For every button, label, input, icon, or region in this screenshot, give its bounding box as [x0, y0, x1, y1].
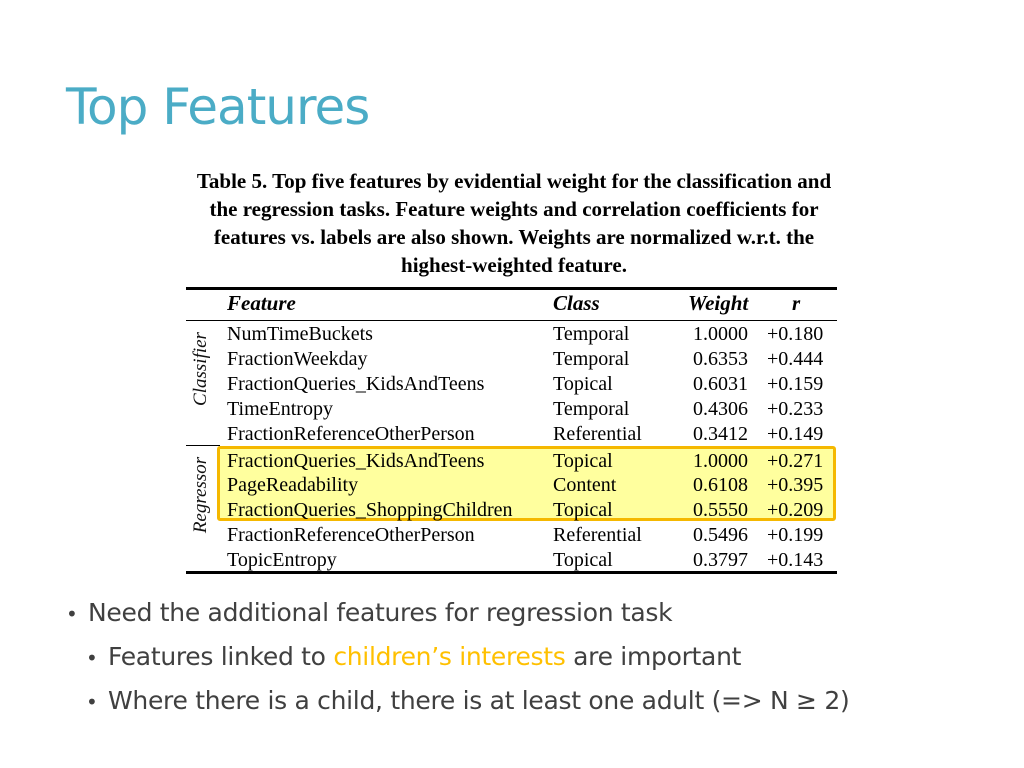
table-cell-feature: FractionWeekday — [227, 347, 368, 370]
table-cell-class: Temporal — [553, 323, 630, 345]
group-label-classifier: Classifier — [190, 332, 211, 406]
table-top-rule — [186, 287, 837, 290]
bullet-text-prefix: Features linked to — [108, 642, 334, 671]
table-cell-weight: 0.4306 — [693, 397, 748, 420]
table-cell-weight: 0.3797 — [693, 549, 748, 572]
table-cell-class: Temporal — [553, 397, 630, 420]
header-r: r — [792, 291, 801, 315]
bullet-item — [66, 598, 672, 627]
table-cell-feature: TimeEntropy — [227, 397, 333, 420]
table-header-rule — [186, 320, 837, 321]
header-weight: Weight — [688, 291, 749, 315]
table-cell-r: +0.444 — [767, 347, 824, 370]
table-cell-feature: FractionQueries_KidsAndTeens — [227, 372, 485, 395]
table-cell-r: +0.180 — [767, 323, 824, 345]
features-table — [186, 286, 837, 576]
table-cell-class: Topical — [553, 499, 613, 522]
table-cell-weight: 1.0000 — [693, 323, 748, 345]
table-caption: Table 5. Top five features by evidential weight for the classification and the regression tasks. Feature weights and correlation coefficients for features vs. labels are also shown. Weights are normalized w.r.t. the highest-weighted feature. — [196, 169, 832, 277]
header-feature: Feature — [227, 291, 296, 315]
bullet-text-accent: children’s interests — [333, 642, 566, 671]
table-cell-weight: 0.6031 — [693, 372, 748, 395]
table-cell-class: Topical — [553, 372, 613, 395]
table-cell-r: +0.143 — [767, 549, 824, 572]
bullet-dot-icon: • — [86, 690, 98, 714]
table-cell-feature: FractionQueries_KidsAndTeens — [227, 449, 485, 472]
table-cell-r: +0.395 — [767, 474, 824, 497]
table-cell-feature: FractionQueries_ShoppingChildren — [227, 499, 513, 522]
table-cell-class: Topical — [553, 449, 613, 472]
table-cell-weight: 0.6108 — [693, 474, 748, 497]
table-cell-r: +0.149 — [767, 422, 824, 445]
table-cell-weight: 0.5496 — [693, 524, 748, 547]
table-cell-weight: 1.0000 — [693, 449, 748, 472]
table-cell-r: +0.159 — [767, 372, 824, 395]
table-cell-r: +0.271 — [767, 449, 824, 472]
bullet-dot-icon: • — [86, 646, 98, 670]
table-cell-feature: NumTimeBuckets — [227, 323, 373, 345]
table-cell-r: +0.199 — [767, 524, 824, 547]
table-cell-class: Content — [553, 474, 617, 497]
table-cell-feature: FractionReferenceOtherPerson — [227, 422, 475, 445]
table-cell-weight: 0.6353 — [693, 347, 748, 370]
table-cell-r: +0.233 — [767, 397, 824, 420]
header-class: Class — [553, 291, 600, 315]
bullet-text: Where there is a child, there is at least one adult (=> N ≥ 2) — [108, 686, 850, 715]
table-cell-class: Topical — [553, 549, 613, 572]
slide-title: Top Features — [66, 78, 370, 136]
bullet-text: Need the additional features for regression task — [88, 598, 673, 627]
table-cell-weight: 0.5550 — [693, 499, 748, 522]
bullet-dot-icon: • — [66, 602, 78, 626]
table-cell-r: +0.209 — [767, 499, 824, 522]
bullet-text-suffix: are important — [565, 642, 742, 671]
table-cell-class: Temporal — [553, 347, 630, 370]
bullet-item — [86, 686, 849, 715]
table-cell-feature: TopicEntropy — [227, 549, 337, 572]
table-cell-weight: 0.3412 — [693, 422, 748, 445]
table-cell-feature: FractionReferenceOtherPerson — [227, 524, 475, 547]
group-label-regressor: Regressor — [190, 456, 211, 534]
table-cell-class: Referential — [553, 422, 642, 445]
bullet-item — [86, 642, 741, 671]
table-cell-feature: PageReadability — [227, 474, 359, 497]
group-divider — [186, 445, 220, 446]
table-cell-class: Referential — [553, 524, 642, 547]
